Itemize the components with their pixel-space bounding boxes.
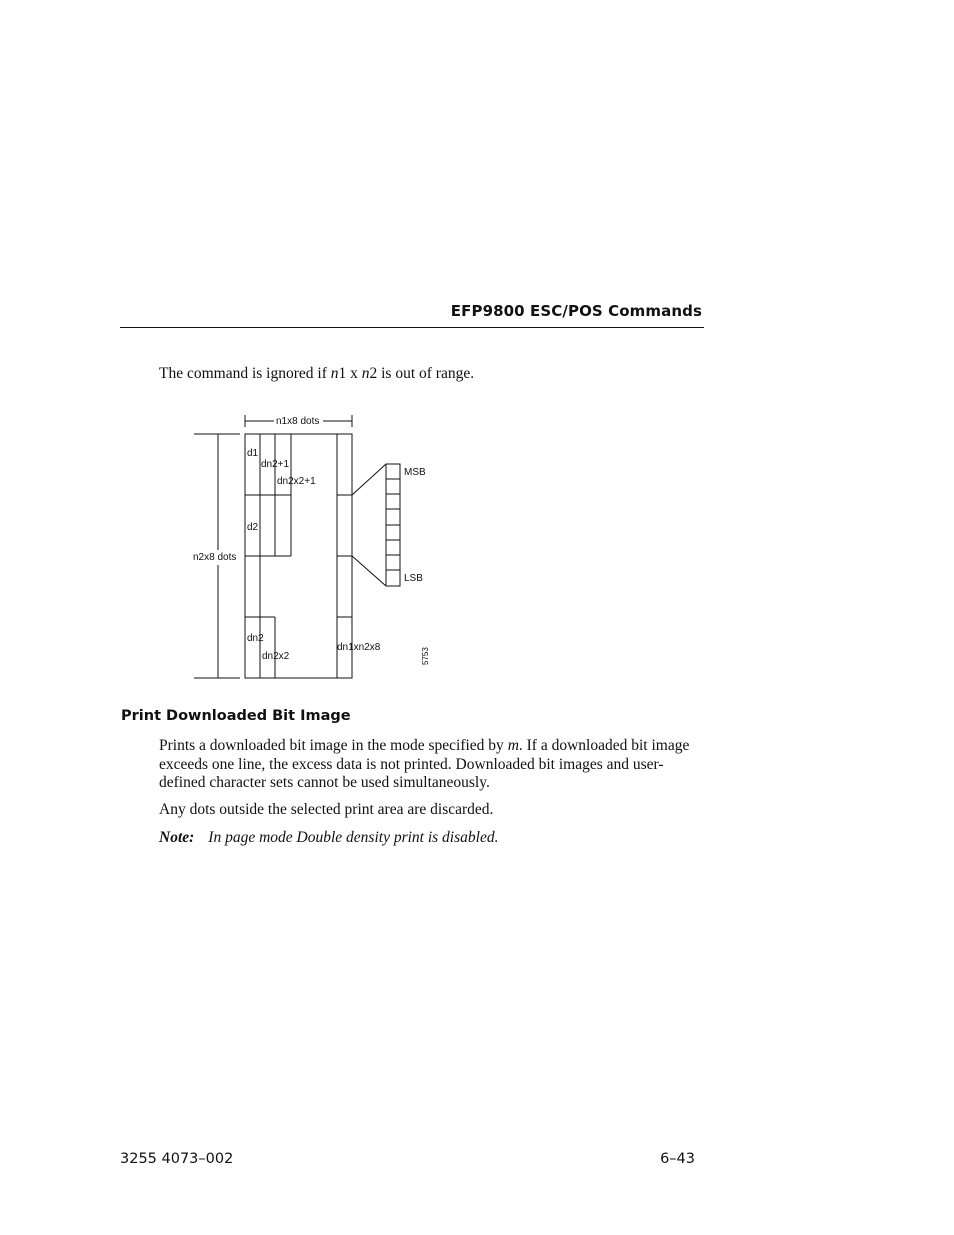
discard-paragraph: Any dots outside the selected print area are discarded. xyxy=(159,801,494,818)
intro-num-1: 1 xyxy=(338,365,347,382)
lsb-label: LSB xyxy=(404,573,423,584)
intro-paragraph xyxy=(159,365,474,384)
section-heading: Print Downloaded Bit Image xyxy=(121,708,351,724)
running-header: EFP9800 ESC/POS Commands xyxy=(450,302,702,320)
width-label: n1x8 dots xyxy=(276,416,320,427)
footer-doc-number: 3255 4073–002 xyxy=(120,1151,234,1167)
bit-image-diagram xyxy=(185,410,455,690)
cell-label-dn2x2-plus-1: dn2x2+1 xyxy=(277,476,316,487)
intro-num-2: 2 xyxy=(369,365,378,382)
height-label: n2x8 dots xyxy=(193,552,237,563)
expansion-line-bottom xyxy=(352,556,386,586)
cell-label-d1: d1 xyxy=(247,448,259,459)
cell-label-dn2-plus-1: dn2+1 xyxy=(261,459,290,470)
cell-label-d2: d2 xyxy=(247,522,259,533)
cell-label-dn2: dn2 xyxy=(247,633,264,644)
description-paragraph xyxy=(159,737,704,793)
para1-text-after: . If a downloaded bit image exceeds one line, the excess data is not printed. Downloaded bit images and user-defined character sets cannot be used simultaneously. xyxy=(159,737,690,791)
figure-id: 5753 xyxy=(421,647,430,665)
para1-text-before: Prints a downloaded bit image in the mode specified by xyxy=(159,737,508,754)
cell-label-last: dn1xn2x8 xyxy=(337,642,381,653)
msb-label: MSB xyxy=(404,467,426,478)
intro-var-n2: n xyxy=(361,365,370,382)
intro-text-after: is out of range. xyxy=(377,365,475,382)
note-label: Note: xyxy=(159,829,195,846)
cell-label-dn2x2: dn2x2 xyxy=(262,651,290,662)
note-text: In page mode Double density print is disabled. xyxy=(208,829,499,846)
intro-text-mid: x xyxy=(346,365,362,382)
intro-var-n1: n xyxy=(330,365,339,382)
note xyxy=(159,829,498,848)
footer-page-number: 6–43 xyxy=(660,1151,695,1167)
intro-text-before: The command is ignored if xyxy=(159,365,331,382)
para1-var-m: m xyxy=(507,737,519,754)
header-rule xyxy=(120,327,704,328)
expansion-line-top xyxy=(352,464,386,495)
